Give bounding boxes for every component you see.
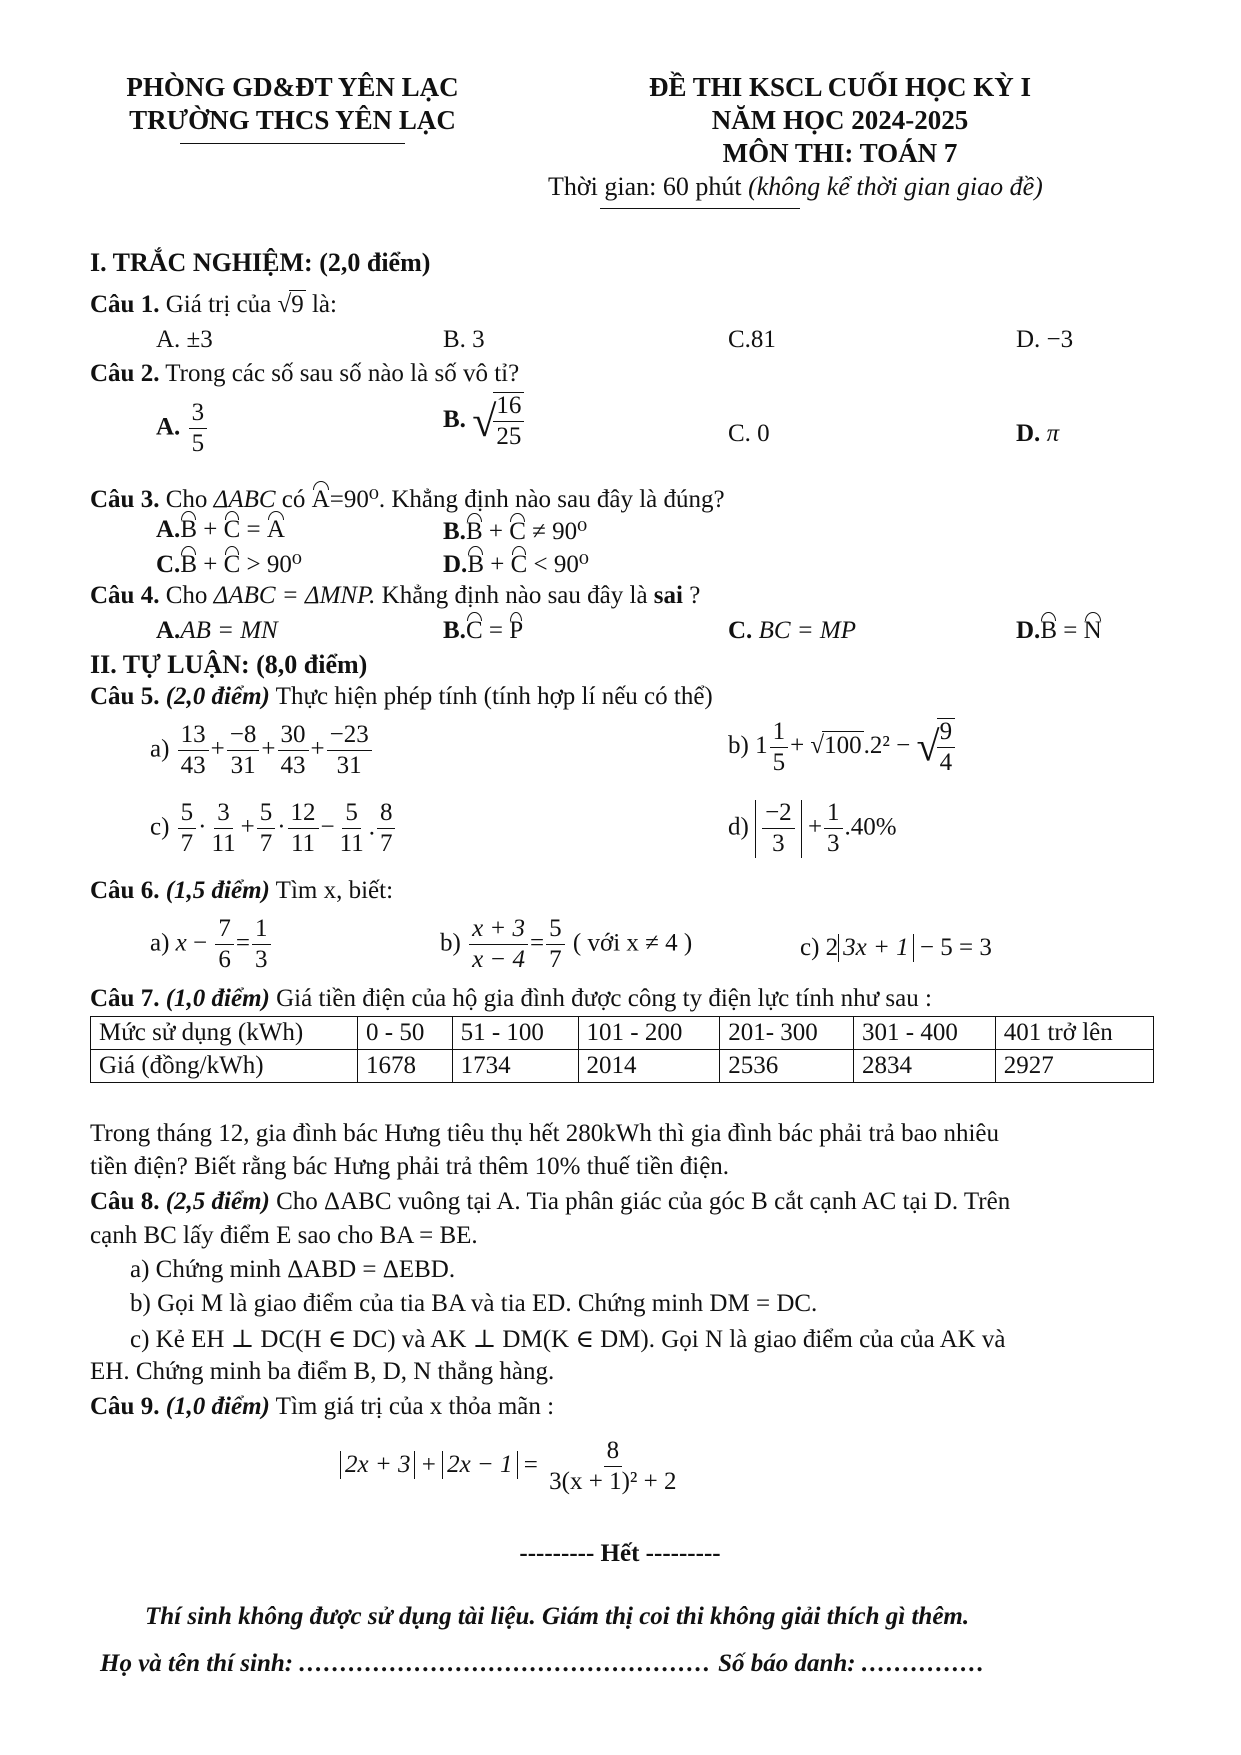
table-cell: 51 - 100 xyxy=(452,1017,578,1050)
q4-c-label: C. xyxy=(728,617,753,644)
q2-option-d xyxy=(1016,420,1059,448)
q5-part-b: b) 1 $\frac{1}{5}$ + √100.2² − √ $\frac{9}{4}$ xyxy=(728,718,957,777)
q3-angle: A xyxy=(311,486,330,513)
q3-b-label: B. xyxy=(443,518,466,545)
table-cell: Giá (đồng/kWh) xyxy=(91,1050,358,1083)
q1-label: Câu 1. xyxy=(90,291,160,318)
question-8 xyxy=(90,1188,1010,1216)
q2-b-label: B. xyxy=(443,405,466,433)
table-cell: Mức sử dụng (kWh) xyxy=(91,1017,358,1050)
question-9 xyxy=(90,1393,554,1421)
q3-option-c: C.B + C > 90⁰ xyxy=(156,551,302,578)
q2-b-den: 25 xyxy=(496,423,522,451)
q4-d-label: D. xyxy=(1016,617,1041,644)
q8-points: (2,5 điểm) xyxy=(165,1188,270,1215)
q3-d-label: D. xyxy=(443,551,468,578)
q9-denominator: 3(x + 1)² + 2 xyxy=(549,1468,677,1496)
q1-radicand: 9 xyxy=(291,291,304,318)
q6-part-a: a) x − $\frac{7}{6}$ = $\frac{1}{3}$ xyxy=(150,916,273,974)
q1-text: Giá trị của xyxy=(165,291,272,318)
question-1: Câu 1. Giá trị của √9 là: xyxy=(90,291,337,318)
q8-part-a: a) Chứng minh ΔABD = ΔEBD. xyxy=(130,1256,456,1283)
q6-c-coef: 2 xyxy=(825,934,839,961)
q2-option-c: C. 0 xyxy=(728,420,770,447)
q3-a-label: A. xyxy=(156,516,181,543)
q2-a-den: 5 xyxy=(191,430,205,458)
exam-time xyxy=(548,172,1043,202)
q8-part-b: b) Gọi M là giao điểm của tia BA và tia ED. Chứng minh DM = DC. xyxy=(130,1290,818,1317)
exam-note: Thí sinh không được sử dụng tài liệu. Giám thị coi thi không giải thích gì thêm. xyxy=(145,1603,970,1630)
table-cell: 2834 xyxy=(854,1050,996,1083)
table-cell: 201- 300 xyxy=(720,1017,854,1050)
q3-option-d: D.B + C < 90⁰ xyxy=(443,551,589,578)
school-name: TRƯỜNG THCS YÊN LẠC xyxy=(129,105,456,135)
q2-a-label: A. xyxy=(156,413,181,441)
question-6 xyxy=(90,877,393,905)
table-cell: 0 - 50 xyxy=(358,1017,453,1050)
candidate-number-label: Số báo danh: xyxy=(718,1650,856,1677)
q4-text-b: Khẳng định nào sau đây là xyxy=(381,582,648,609)
q5-label: Câu 5. xyxy=(90,683,160,710)
q3-text-a: Cho xyxy=(165,486,208,513)
q2-d-value: π xyxy=(1046,420,1060,447)
q3-text-b: có xyxy=(281,486,306,513)
q9-numerator: 8 xyxy=(604,1438,623,1467)
time-note: (không kể thời gian giao đề) xyxy=(748,172,1043,201)
q1-option-b: B. 3 xyxy=(443,326,485,353)
q3-option-a: A.B + C = A xyxy=(156,516,285,543)
q7-text: Giá tiền điện của hộ gia đình được công ty điện lực tính như sau : xyxy=(276,985,932,1012)
q6-c-rest: − 5 = 3 xyxy=(919,934,992,961)
school-year: NĂM HỌC 2024-2025 xyxy=(711,105,969,135)
q3-c-rhs: > 90⁰ xyxy=(246,551,302,578)
q5-part-a: a) $\frac{13}{43}$ + $\frac{-8}{31}$ + $\frac{30}{43}$ + $\frac{-23}{31}$ xyxy=(150,722,374,780)
q4-a-value: AB = MN xyxy=(180,617,278,644)
q5-text: Thực hiện phép tính (tính hợp lí nếu có thể) xyxy=(275,683,713,710)
q6-label: Câu 6. xyxy=(90,877,160,904)
q3-triangle: ΔABC xyxy=(213,486,276,513)
q7-paragraph-1: Trong tháng 12, gia đình bác Hưng tiêu thụ hết 280kWh thì gia đình bác phải trả bao nhiêu xyxy=(90,1120,999,1147)
q2-option-a xyxy=(156,400,209,458)
q7-label: Câu 7. xyxy=(90,985,160,1012)
q7-points: (1,0 điểm) xyxy=(165,985,270,1012)
q8-part-c-line-1: c) Kẻ EH ⊥ DC(H ∈ DC) và AK ⊥ DM(K ∈ DM). Gọi N là giao điểm của của AK và xyxy=(130,1326,1006,1353)
q3-d-rhs: < 90⁰ xyxy=(533,551,589,578)
q9-label: Câu 9. xyxy=(90,1393,160,1420)
candidate-name-label: Họ và tên thí sinh: xyxy=(100,1650,294,1677)
q4-label: Câu 4. xyxy=(90,582,160,609)
exam-title: ĐỀ THI KSCL CUỐI HỌC KỲ I xyxy=(648,72,1032,102)
question-2 xyxy=(90,360,519,388)
q1-option-d: D. −3 xyxy=(1016,326,1074,353)
q6-text: Tìm x, biết: xyxy=(275,877,394,904)
q5-part-c: c) $\frac{5}{7}$ · $\frac{3}{11}$ + $\frac{5}{7}$ · $\frac{12}{11}$ − $\frac{5}{11}$ . $\frac{8}{7}$ xyxy=(150,800,397,858)
table-cell: 301 - 400 xyxy=(854,1017,996,1050)
q4-sai: sai xyxy=(653,582,683,609)
q3-label: Câu 3. xyxy=(90,486,160,513)
table-cell: 101 - 200 xyxy=(578,1017,720,1050)
question-7 xyxy=(90,985,932,1013)
subject: MÔN THI: TOÁN 7 xyxy=(722,138,958,168)
department-name: PHÒNG GD&ĐT YÊN LẠC xyxy=(126,72,459,102)
q1-option-a: A. ±3 xyxy=(156,326,213,353)
q1-text-end: là: xyxy=(311,291,337,318)
question-4 xyxy=(90,582,700,610)
q8-part-c-line-2: EH. Chứng minh ba điểm B, D, N thẳng hàng. xyxy=(90,1358,555,1385)
candidate-info xyxy=(100,1650,986,1678)
table-cell: 1678 xyxy=(358,1050,453,1083)
q3-option-b: B.B + C ≠ 90⁰ xyxy=(443,518,588,545)
header-underline xyxy=(180,143,405,144)
q9-abs-2: 2x − 1 xyxy=(442,1451,517,1479)
table-cell: 2536 xyxy=(720,1050,854,1083)
candidate-name-blank: .................................................. xyxy=(299,1650,712,1677)
q8-line-2: cạnh BC lấy điểm E sao cho BA = BE. xyxy=(90,1222,478,1249)
q7-paragraph-2: tiền điện? Biết rằng bác Hưng phải trả thêm 10% thuế tiền điện. xyxy=(90,1153,730,1180)
q4-b-label: B. xyxy=(443,617,466,644)
q5-points: (2,0 điểm) xyxy=(165,683,270,710)
q3-c-label: C. xyxy=(156,551,181,578)
q6-c-abs: 3x + 1 xyxy=(838,934,913,962)
end-mark: --------- Hết --------- xyxy=(519,1540,721,1567)
table-row xyxy=(91,1017,1154,1050)
q4-congruence: ΔABC = ΔMNP. xyxy=(213,582,376,609)
question-3 xyxy=(90,484,725,514)
table-cell: 2014 xyxy=(578,1050,720,1083)
q4-option-c xyxy=(728,617,856,645)
q6-points: (1,5 điểm) xyxy=(165,877,270,904)
q3-text-c: Khẳng định nào sau đây là đúng? xyxy=(391,486,725,513)
q8-label: Câu 8. xyxy=(90,1188,160,1215)
q2-b-num: 16 xyxy=(493,393,524,422)
q3-b-rhs: ≠ 90⁰ xyxy=(532,518,588,545)
q4-option-a xyxy=(156,617,278,645)
q3-eq: =90⁰. xyxy=(329,486,386,513)
q8-line-1: Cho ΔABC vuông tại A. Tia phân giác của góc B cắt cạnh AC tại D. Trên xyxy=(276,1188,1011,1215)
table-cell: 401 trở lên xyxy=(995,1017,1153,1050)
q4-question-mark: ? xyxy=(689,582,701,609)
q9-text: Tìm giá trị của x thỏa mãn : xyxy=(275,1393,555,1420)
q4-a-label: A. xyxy=(156,617,181,644)
q9-abs-1: 2x + 3 xyxy=(340,1451,415,1479)
q4-option-d: D.B = N xyxy=(1016,617,1102,644)
table-row xyxy=(91,1050,1154,1083)
time-label: Thời gian: 60 phút xyxy=(548,172,742,201)
time-underline xyxy=(600,208,800,209)
q6-b-note: ( với x ≠ 4 ) xyxy=(572,929,693,957)
question-5 xyxy=(90,683,713,711)
q2-label: Câu 2. xyxy=(90,360,160,387)
q4-option-b: B.C = P xyxy=(443,617,524,644)
q1-option-c: C.81 xyxy=(728,326,776,353)
q6-part-b: b) $\frac{x + 3}{x - 4}$ = $\frac{5}{7}$ ( với x ≠ 4 ) xyxy=(440,915,693,974)
q9-points: (1,0 điểm) xyxy=(165,1393,270,1420)
q2-a-num: 3 xyxy=(189,400,208,429)
q4-c-value: BC = MP xyxy=(758,617,856,644)
q6-part-c: c) 2 3x + 1 − 5 = 3 xyxy=(800,934,992,961)
q9-equation: 2x + 3 + 2x − 1 = $\frac{8}{\text{3(x + 1)² + 2}}$ xyxy=(340,1438,682,1496)
q4-text-a: Cho xyxy=(165,582,208,609)
table-cell: 1734 xyxy=(452,1050,578,1083)
table-cell: 2927 xyxy=(995,1050,1153,1083)
electricity-price-table xyxy=(90,1016,1154,1083)
q2-option-b: B. √ $\frac{16}{25}$ xyxy=(443,392,526,451)
q2-d-label: D. xyxy=(1016,420,1041,447)
q2-text: Trong các số sau số nào là số vô tỉ? xyxy=(165,360,520,387)
part1-title: I. TRẮC NGHIỆM: (2,0 điểm) xyxy=(90,248,431,277)
candidate-number-blank: ............... xyxy=(861,1650,986,1677)
part2-title: II. TỰ LUẬN: (8,0 điểm) xyxy=(90,650,368,679)
q5-part-d: d) $\frac{-2}{3}$ + $\frac{1}{3}$ .40% xyxy=(728,799,897,858)
